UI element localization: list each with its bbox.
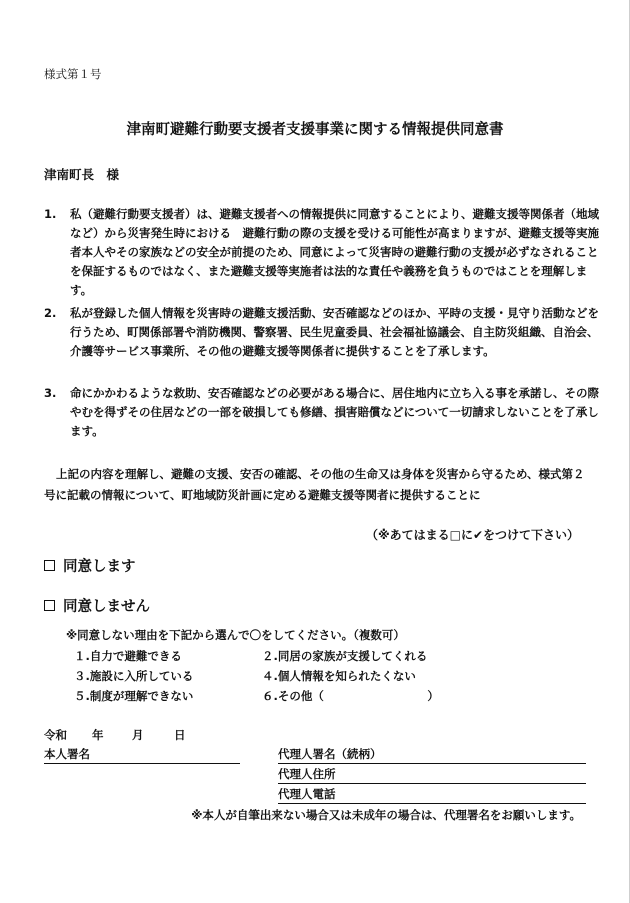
reason-item[interactable]: ２.同居の家族が支援してくれる <box>262 649 428 663</box>
agent-phone-field[interactable]: 代理人電話 <box>278 786 586 804</box>
footer-note: ※本人が自筆出来ない場合又は未成年の場合は、代理署名をお願いします。 <box>191 808 581 822</box>
disagree-option[interactable] <box>44 595 150 616</box>
summary-paragraph: 上記の内容を理解し、避難の支援、安否の確認、その他の生命又は身体を災害から守るため、様式第２号に記載の情報について、町地域防災計画に定める避難支援等関者に提供することに <box>44 467 585 502</box>
clause-text: 命にかかわるような救助、安否確認などの必要がある場合に、居住地内に立ち入る事を承諾し、その際やむを得ずその住居などの一部を破損しても修繕、損害賠償などについて一切請求しないことを了承します。 <box>70 386 599 438</box>
clause-3 <box>44 384 604 441</box>
date-era: 令和 <box>44 728 67 742</box>
self-signature-field[interactable]: 本人署名 <box>44 746 240 764</box>
date-day: 日 <box>174 728 186 742</box>
reason-item[interactable]: ６.その他（ ） <box>262 689 439 703</box>
clause-number: 2. <box>44 306 57 320</box>
agree-option[interactable] <box>44 555 136 576</box>
agree-label: 同意します <box>63 559 136 575</box>
date-month: 月 <box>132 728 144 742</box>
form-number: 様式第１号 <box>44 67 102 81</box>
clause-text: 私（避難行動要支援者）は、避難支援者への情報提供に同意することにより、避難支援等関係者（地域など）から災害発生時における 避難行動の際の支援を受ける可能性が高まりますが、避難支援等実施者本人やその家族などの安全が前提のため、同意によって災害時の避難行動の支援が必ずなされることを保証するものではなく、また避難支援等実施者は法的な責任や義務を負うものではことを理解します。 <box>70 207 599 297</box>
disagree-label: 同意しません <box>63 599 150 615</box>
agent-signature-field[interactable]: 代理人署名（続柄） <box>278 746 586 764</box>
clause-2 <box>44 304 604 361</box>
clause-number: 3. <box>44 386 57 400</box>
recipient: 津南町長 様 <box>44 167 120 182</box>
reason-item[interactable]: ４.個人情報を知られたくない <box>262 669 416 683</box>
reason-item[interactable]: １.自力で避難できる <box>74 649 182 663</box>
reason-item[interactable]: ３.施設に入所している <box>74 669 194 683</box>
clause-1 <box>44 205 604 300</box>
clause-text: 私が登録した個人情報を災害時の避難支援活動、安否確認などのほか、平時の支援・見守り活動などを行うため、町関係部署や消防機関、警察署、民生児童委員、社会福祉協議会、自主防災組織、自治会、介護等サービス事業所、その他の避難支援等関係者に提供することを了承します。 <box>70 306 599 358</box>
date-year: 年 <box>92 728 104 742</box>
document-title: 津南町避難行動要支援者支援事業に関する情報提供同意書 <box>126 122 504 138</box>
disagree-checkbox[interactable] <box>44 600 55 611</box>
reason-item[interactable]: ５.制度が理解できない <box>74 689 194 703</box>
agent-address-field[interactable]: 代理人住所 <box>278 766 586 784</box>
date-line <box>44 727 186 743</box>
reasons-note: ※同意しない理由を下記から選んで〇をしてください。（複数可） <box>66 628 405 642</box>
clause-number: 1. <box>44 207 57 221</box>
checkbox-instruction: （※あてはまる□に✔をつけて下さい） <box>365 528 579 542</box>
agree-checkbox[interactable] <box>44 560 55 571</box>
